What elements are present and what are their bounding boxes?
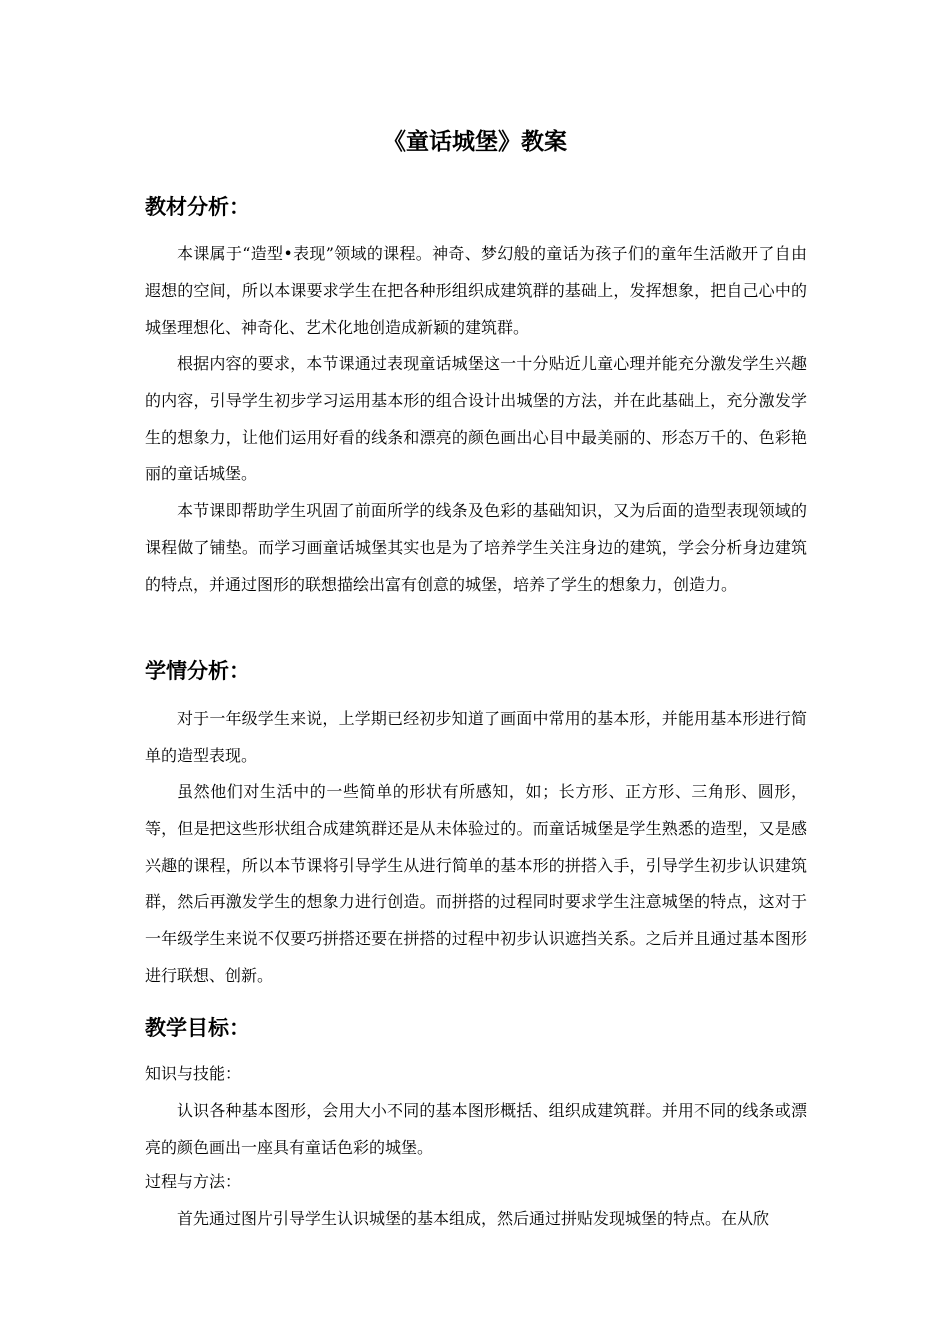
- paragraph: 本课属于“造型•表现”领域的课程。神奇、梦幻般的童话为孩子们的童年生活敞开了自由遐想的空间，所以本课要求学生在把各种形组织成建筑群的基础上，发挥想象，把自己心中的城堡理想化、神奇化、艺术化地创造成新颖的建筑群。: [145, 244, 807, 337]
- paragraph: 虽然他们对生活中的一些简单的形状有所感知，如；长方形、正方形、三角形、圆形，等，但是把这些形状组合成建筑群还是从未体验过的。而童话城堡是学生熟悉的造型，又是感兴趣的课程，所以本节课将引导学生从进行简单的基本形的拼搭入手，引导学生初步认识建筑群，然后再激发学生的想象力进行创造。而拼搭的过程同时要求学生注意城堡的特点，这对于一年级学生来说不仅要巧拼搭还要在拼搭的过程中初步认识遮挡关系。之后并且通过基本图形进行联想、创新。: [145, 782, 807, 985]
- paragraph: 首先通过图片引导学生认识城堡的基本组成，然后通过拼贴发现城堡的特点。在从欣: [177, 1209, 770, 1228]
- section-heading-textbook-analysis: 教材分析：: [145, 194, 250, 219]
- section-heading-teaching-goals: 教学目标：: [145, 1015, 250, 1040]
- paragraph: 根据内容的要求，本节课通过表现童话城堡这一十分贴近儿童心理并能充分激发学生兴趣的内容，引导学生初步学习运用基本形的组合设计出城堡的方法，并在此基础上，充分激发学生的想象力，让他们运用好看的线条和漂亮的颜色画出心目中最美丽的、形态万千的、色彩艳丽的童话城堡。: [145, 354, 807, 484]
- subsection-label-process-method: 过程与方法：: [145, 1172, 242, 1191]
- paragraph: 认识各种基本图形，会用大小不同的基本图形概括、组织成建筑群。并用不同的线条或漂亮的颜色画出一座具有童话色彩的城堡。: [145, 1101, 807, 1157]
- paragraph: 本节课即帮助学生巩固了前面所学的线条及色彩的基础知识，又为后面的造型表现领域的课程做了铺垫。而学习画童话城堡其实也是为了培养学生关注身边的建筑，学会分析身边建筑的特点，并通过图形的联想描绘出富有创意的城堡，培养了学生的想象力，创造力。: [145, 501, 807, 594]
- document-title: 《童话城堡》教案: [383, 128, 567, 155]
- subsection-label-knowledge-skills: 知识与技能：: [145, 1064, 242, 1083]
- paragraph: 对于一年级学生来说，上学期已经初步知道了画面中常用的基本形，并能用基本形进行简单的造型表现。: [145, 709, 807, 765]
- section-heading-student-analysis: 学情分析：: [145, 658, 250, 683]
